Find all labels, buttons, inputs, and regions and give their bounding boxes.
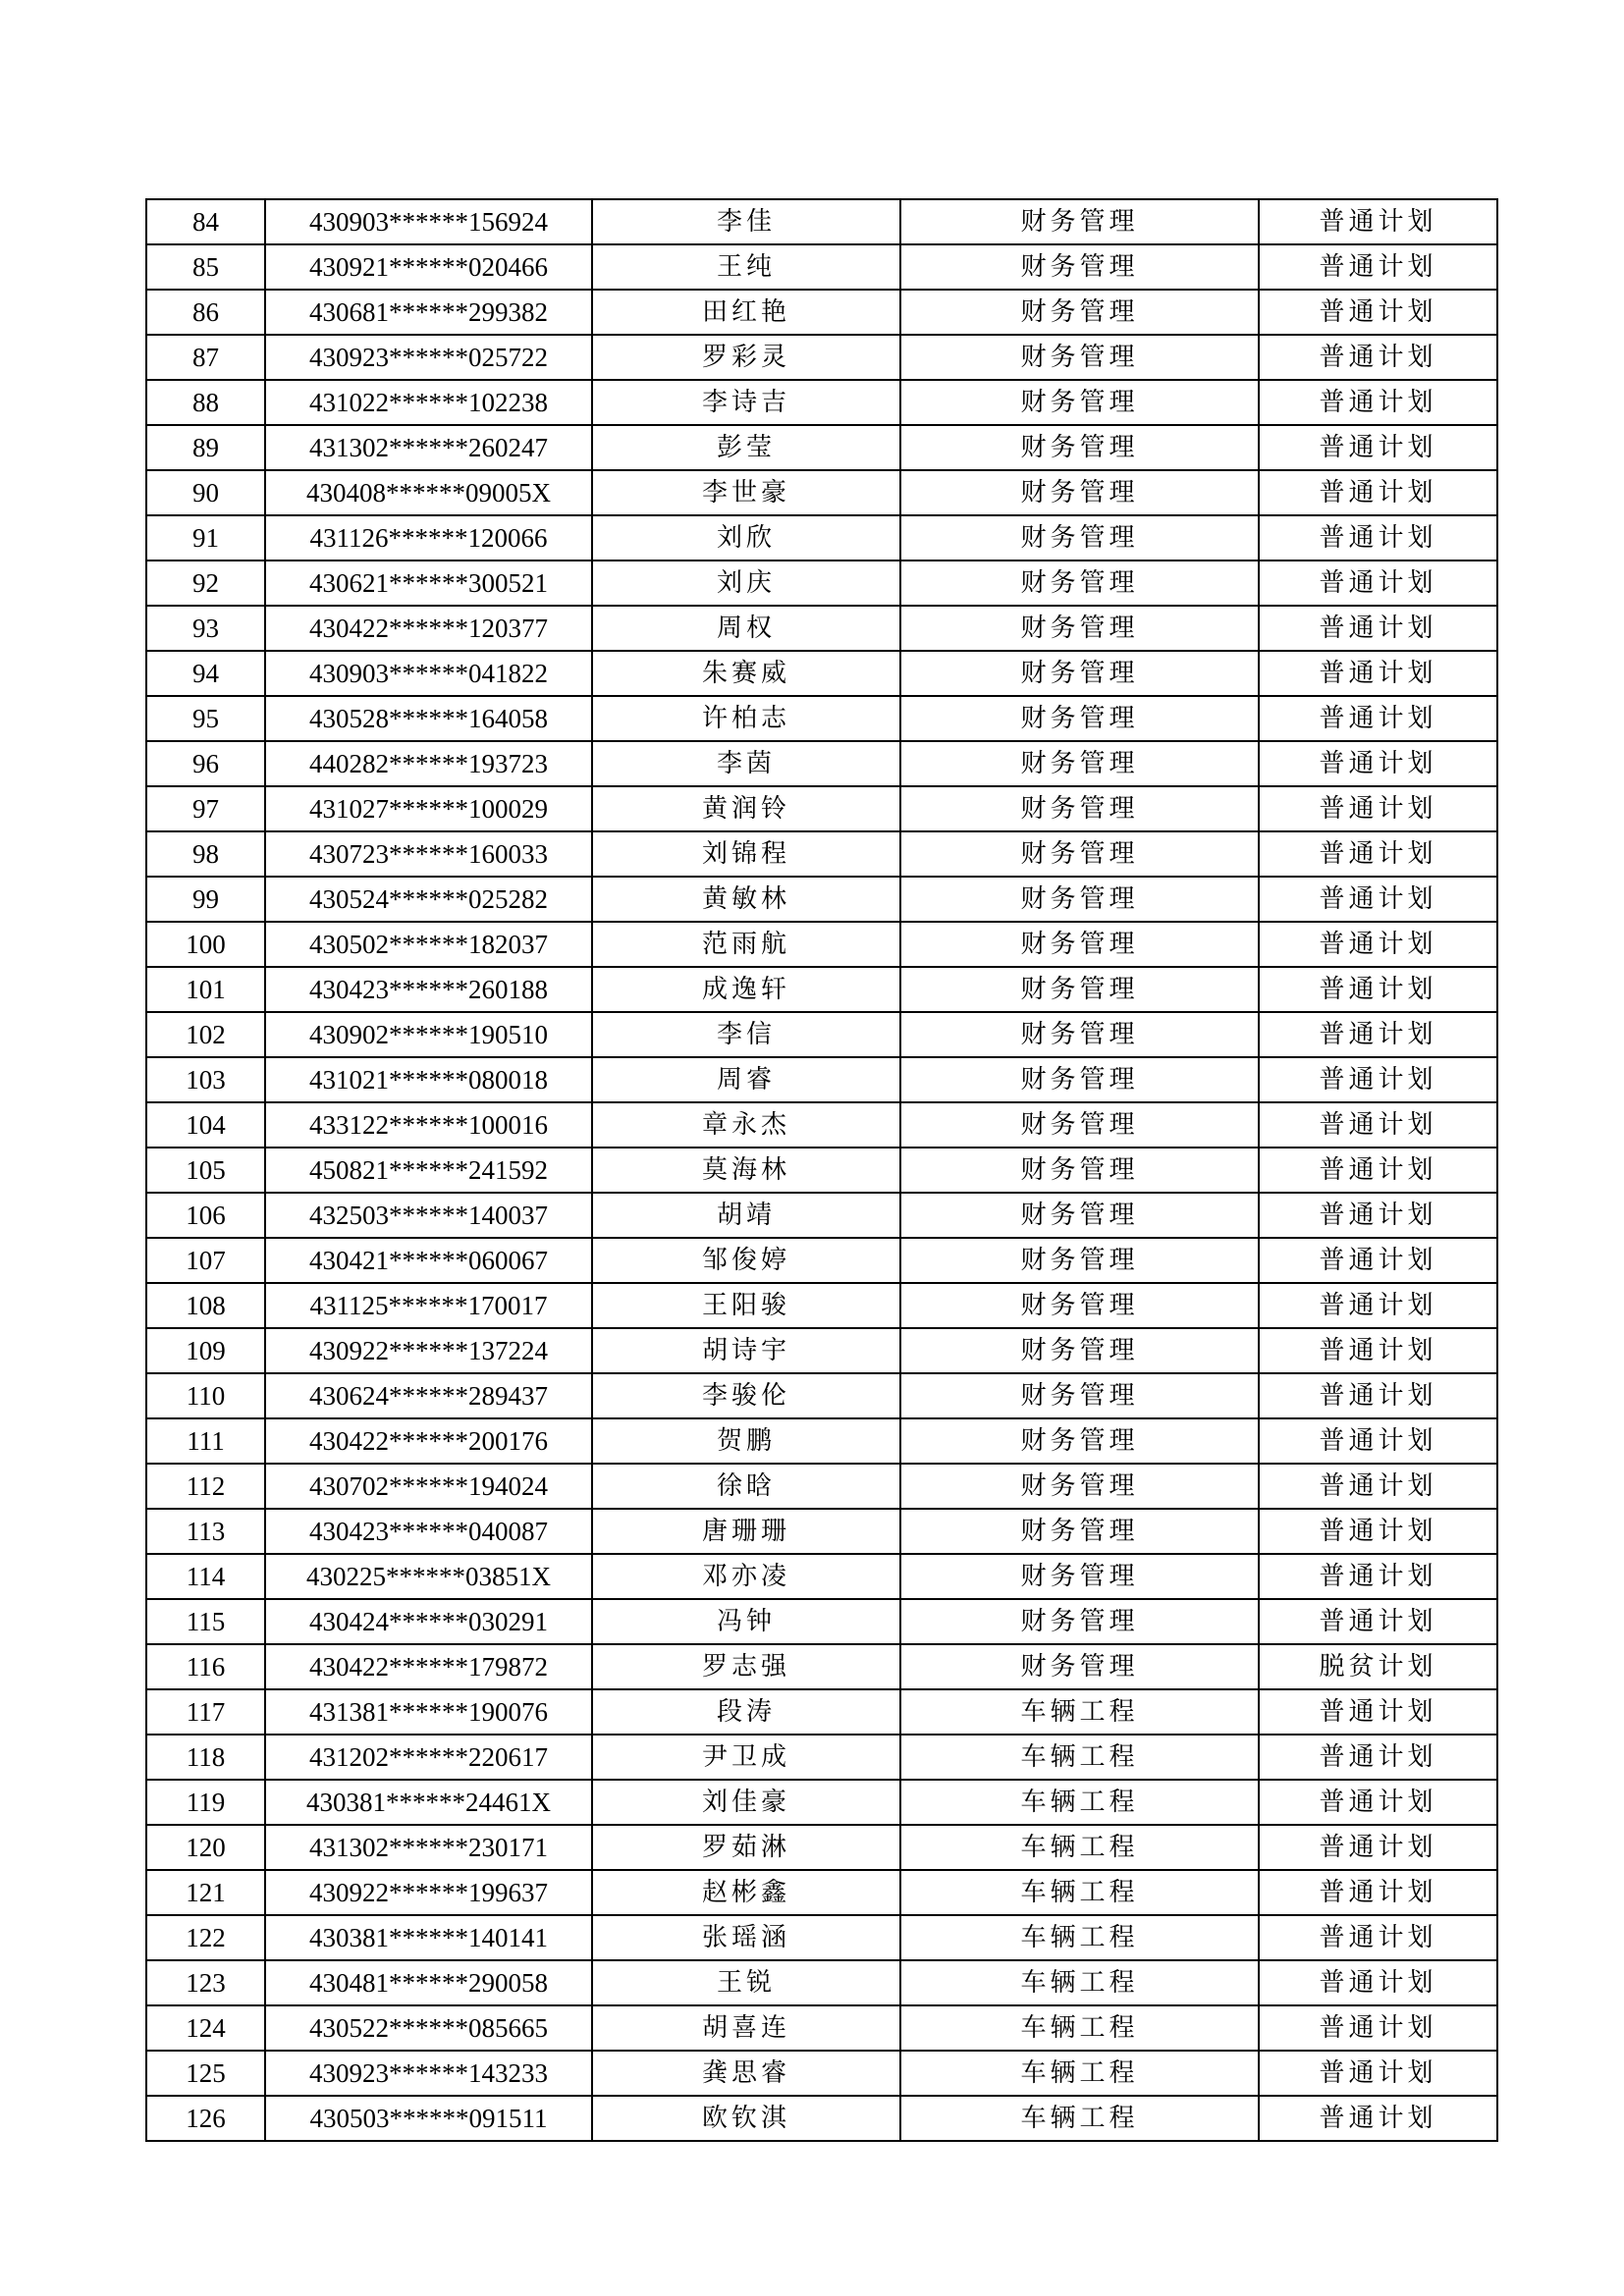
cell-student-name: 罗志强	[592, 1644, 900, 1689]
cell-major: 财务管理	[900, 1418, 1259, 1464]
table-row	[146, 1373, 1497, 1418]
cell-id-number: 430922******199637	[265, 1870, 592, 1915]
table-row	[146, 380, 1497, 425]
cell-student-name: 冯钟	[592, 1599, 900, 1644]
cell-id-number: 430923******025722	[265, 335, 592, 380]
cell-major: 财务管理	[900, 741, 1259, 786]
cell-student-name: 邹俊婷	[592, 1238, 900, 1283]
cell-major: 财务管理	[900, 1554, 1259, 1599]
cell-serial-number: 90	[146, 470, 265, 515]
cell-plan-type: 普通计划	[1259, 1735, 1497, 1780]
cell-student-name: 罗彩灵	[592, 335, 900, 380]
table-row	[146, 1418, 1497, 1464]
cell-plan-type: 普通计划	[1259, 1373, 1497, 1418]
cell-plan-type: 普通计划	[1259, 2096, 1497, 2141]
table-row	[146, 470, 1497, 515]
cell-student-name: 刘锦程	[592, 831, 900, 877]
cell-student-name: 刘庆	[592, 561, 900, 606]
cell-student-name: 赵彬鑫	[592, 1870, 900, 1915]
cell-serial-number: 126	[146, 2096, 265, 2141]
cell-serial-number: 101	[146, 967, 265, 1012]
cell-serial-number: 89	[146, 425, 265, 470]
table-row	[146, 2005, 1497, 2051]
cell-plan-type: 普通计划	[1259, 1689, 1497, 1735]
cell-major: 车辆工程	[900, 2096, 1259, 2141]
cell-serial-number: 95	[146, 696, 265, 741]
table-row	[146, 1509, 1497, 1554]
cell-major: 财务管理	[900, 470, 1259, 515]
cell-major: 车辆工程	[900, 1960, 1259, 2005]
cell-major: 财务管理	[900, 967, 1259, 1012]
cell-plan-type: 普通计划	[1259, 1825, 1497, 1870]
table-row	[146, 2051, 1497, 2096]
cell-id-number: 430503******091511	[265, 2096, 592, 2141]
cell-major: 财务管理	[900, 561, 1259, 606]
cell-id-number: 431022******102238	[265, 380, 592, 425]
table-row	[146, 1870, 1497, 1915]
cell-student-name: 王锐	[592, 1960, 900, 2005]
cell-major: 财务管理	[900, 290, 1259, 335]
cell-id-number: 431125******170017	[265, 1283, 592, 1328]
cell-serial-number: 112	[146, 1464, 265, 1509]
cell-major: 财务管理	[900, 831, 1259, 877]
cell-major: 财务管理	[900, 1193, 1259, 1238]
cell-id-number: 430681******299382	[265, 290, 592, 335]
cell-major: 车辆工程	[900, 2005, 1259, 2051]
cell-major: 财务管理	[900, 651, 1259, 696]
cell-plan-type: 普通计划	[1259, 470, 1497, 515]
cell-plan-type: 普通计划	[1259, 786, 1497, 831]
cell-serial-number: 84	[146, 199, 265, 244]
cell-id-number: 430922******137224	[265, 1328, 592, 1373]
cell-student-name: 彭莹	[592, 425, 900, 470]
table-row	[146, 877, 1497, 922]
cell-id-number: 430423******260188	[265, 967, 592, 1012]
cell-major: 财务管理	[900, 244, 1259, 290]
cell-plan-type: 普通计划	[1259, 1283, 1497, 1328]
cell-student-name: 成逸轩	[592, 967, 900, 1012]
cell-plan-type: 普通计划	[1259, 380, 1497, 425]
cell-serial-number: 88	[146, 380, 265, 425]
table-row	[146, 1283, 1497, 1328]
cell-major: 财务管理	[900, 199, 1259, 244]
table-row	[146, 1915, 1497, 1960]
cell-plan-type: 普通计划	[1259, 199, 1497, 244]
cell-id-number: 430621******300521	[265, 561, 592, 606]
cell-id-number: 430702******194024	[265, 1464, 592, 1509]
cell-serial-number: 104	[146, 1102, 265, 1148]
table-row	[146, 606, 1497, 651]
cell-id-number: 430381******140141	[265, 1915, 592, 1960]
cell-plan-type: 普通计划	[1259, 1193, 1497, 1238]
table-row	[146, 1599, 1497, 1644]
cell-id-number: 430481******290058	[265, 1960, 592, 2005]
cell-student-name: 胡喜连	[592, 2005, 900, 2051]
cell-plan-type: 普通计划	[1259, 1328, 1497, 1373]
table-row	[146, 1238, 1497, 1283]
cell-plan-type: 普通计划	[1259, 922, 1497, 967]
cell-plan-type: 普通计划	[1259, 335, 1497, 380]
table-row	[146, 515, 1497, 561]
cell-plan-type: 普通计划	[1259, 1599, 1497, 1644]
cell-serial-number: 121	[146, 1870, 265, 1915]
cell-major: 财务管理	[900, 1509, 1259, 1554]
cell-plan-type: 普通计划	[1259, 2051, 1497, 2096]
cell-serial-number: 118	[146, 1735, 265, 1780]
cell-student-name: 李信	[592, 1012, 900, 1057]
cell-id-number: 431202******220617	[265, 1735, 592, 1780]
table-row	[146, 335, 1497, 380]
table-row	[146, 1689, 1497, 1735]
cell-plan-type: 普通计划	[1259, 515, 1497, 561]
cell-serial-number: 117	[146, 1689, 265, 1735]
cell-student-name: 李骏伦	[592, 1373, 900, 1418]
cell-major: 财务管理	[900, 1012, 1259, 1057]
cell-id-number: 430723******160033	[265, 831, 592, 877]
table-row	[146, 2096, 1497, 2141]
cell-major: 车辆工程	[900, 1735, 1259, 1780]
cell-serial-number: 93	[146, 606, 265, 651]
cell-student-name: 周权	[592, 606, 900, 651]
cell-serial-number: 119	[146, 1780, 265, 1825]
cell-serial-number: 87	[146, 335, 265, 380]
cell-plan-type: 普通计划	[1259, 1102, 1497, 1148]
cell-plan-type: 普通计划	[1259, 1148, 1497, 1193]
cell-serial-number: 115	[146, 1599, 265, 1644]
cell-serial-number: 85	[146, 244, 265, 290]
cell-plan-type: 普通计划	[1259, 1057, 1497, 1102]
cell-id-number: 430422******179872	[265, 1644, 592, 1689]
table-row	[146, 1554, 1497, 1599]
cell-id-number: 431126******120066	[265, 515, 592, 561]
cell-serial-number: 98	[146, 831, 265, 877]
cell-major: 车辆工程	[900, 1870, 1259, 1915]
cell-major: 财务管理	[900, 1373, 1259, 1418]
cell-major: 财务管理	[900, 515, 1259, 561]
cell-student-name: 贺鹏	[592, 1418, 900, 1464]
cell-serial-number: 107	[146, 1238, 265, 1283]
cell-id-number: 430423******040087	[265, 1509, 592, 1554]
cell-student-name: 莫海林	[592, 1148, 900, 1193]
cell-major: 财务管理	[900, 922, 1259, 967]
cell-id-number: 430422******200176	[265, 1418, 592, 1464]
cell-student-name: 胡诗宇	[592, 1328, 900, 1373]
cell-serial-number: 92	[146, 561, 265, 606]
cell-plan-type: 普通计划	[1259, 1960, 1497, 2005]
cell-major: 车辆工程	[900, 1780, 1259, 1825]
cell-id-number: 430421******060067	[265, 1238, 592, 1283]
cell-student-name: 章永杰	[592, 1102, 900, 1148]
cell-serial-number: 97	[146, 786, 265, 831]
cell-plan-type: 普通计划	[1259, 1509, 1497, 1554]
cell-student-name: 段涛	[592, 1689, 900, 1735]
cell-serial-number: 108	[146, 1283, 265, 1328]
cell-serial-number: 99	[146, 877, 265, 922]
table-row	[146, 1328, 1497, 1373]
cell-major: 财务管理	[900, 877, 1259, 922]
cell-id-number: 431302******260247	[265, 425, 592, 470]
cell-id-number: 430408******09005X	[265, 470, 592, 515]
cell-plan-type: 普通计划	[1259, 606, 1497, 651]
cell-plan-type: 普通计划	[1259, 1464, 1497, 1509]
table-row	[146, 831, 1497, 877]
cell-id-number: 432503******140037	[265, 1193, 592, 1238]
cell-major: 财务管理	[900, 1238, 1259, 1283]
cell-student-name: 许柏志	[592, 696, 900, 741]
cell-serial-number: 106	[146, 1193, 265, 1238]
cell-serial-number: 124	[146, 2005, 265, 2051]
cell-plan-type: 普通计划	[1259, 651, 1497, 696]
table-row	[146, 1780, 1497, 1825]
cell-plan-type: 普通计划	[1259, 1780, 1497, 1825]
cell-plan-type: 脱贫计划	[1259, 1644, 1497, 1689]
roster-table-container	[145, 198, 1496, 2142]
cell-serial-number: 120	[146, 1825, 265, 1870]
cell-student-name: 黄敏林	[592, 877, 900, 922]
cell-id-number: 430624******289437	[265, 1373, 592, 1418]
cell-plan-type: 普通计划	[1259, 1238, 1497, 1283]
cell-plan-type: 普通计划	[1259, 877, 1497, 922]
cell-major: 财务管理	[900, 1328, 1259, 1373]
cell-serial-number: 114	[146, 1554, 265, 1599]
table-row	[146, 1012, 1497, 1057]
cell-id-number: 431027******100029	[265, 786, 592, 831]
table-row	[146, 967, 1497, 1012]
cell-serial-number: 125	[146, 2051, 265, 2096]
table-row	[146, 290, 1497, 335]
cell-major: 财务管理	[900, 1283, 1259, 1328]
cell-serial-number: 91	[146, 515, 265, 561]
cell-major: 车辆工程	[900, 1689, 1259, 1735]
cell-id-number: 430923******143233	[265, 2051, 592, 2096]
cell-major: 车辆工程	[900, 2051, 1259, 2096]
cell-id-number: 430422******120377	[265, 606, 592, 651]
cell-student-name: 李佳	[592, 199, 900, 244]
cell-serial-number: 100	[146, 922, 265, 967]
cell-serial-number: 122	[146, 1915, 265, 1960]
cell-id-number: 450821******241592	[265, 1148, 592, 1193]
table-row	[146, 786, 1497, 831]
cell-plan-type: 普通计划	[1259, 2005, 1497, 2051]
cell-plan-type: 普通计划	[1259, 831, 1497, 877]
cell-student-name: 邓亦凌	[592, 1554, 900, 1599]
cell-major: 财务管理	[900, 380, 1259, 425]
cell-serial-number: 94	[146, 651, 265, 696]
cell-serial-number: 110	[146, 1373, 265, 1418]
cell-serial-number: 103	[146, 1057, 265, 1102]
cell-student-name: 田红艳	[592, 290, 900, 335]
cell-student-name: 胡靖	[592, 1193, 900, 1238]
cell-id-number: 433122******100016	[265, 1102, 592, 1148]
cell-student-name: 徐晗	[592, 1464, 900, 1509]
table-row	[146, 1148, 1497, 1193]
cell-major: 车辆工程	[900, 1915, 1259, 1960]
cell-serial-number: 105	[146, 1148, 265, 1193]
cell-id-number: 430903******041822	[265, 651, 592, 696]
cell-student-name: 尹卫成	[592, 1735, 900, 1780]
cell-id-number: 430528******164058	[265, 696, 592, 741]
cell-student-name: 李茵	[592, 741, 900, 786]
cell-major: 财务管理	[900, 606, 1259, 651]
table-row	[146, 696, 1497, 741]
cell-plan-type: 普通计划	[1259, 1554, 1497, 1599]
roster-table	[145, 198, 1498, 2142]
table-row	[146, 1102, 1497, 1148]
cell-major: 财务管理	[900, 1102, 1259, 1148]
table-row	[146, 1644, 1497, 1689]
cell-student-name: 刘佳豪	[592, 1780, 900, 1825]
cell-plan-type: 普通计划	[1259, 967, 1497, 1012]
cell-major: 财务管理	[900, 696, 1259, 741]
table-row	[146, 425, 1497, 470]
table-row	[146, 922, 1497, 967]
cell-serial-number: 96	[146, 741, 265, 786]
cell-plan-type: 普通计划	[1259, 741, 1497, 786]
table-row	[146, 1825, 1497, 1870]
cell-serial-number: 113	[146, 1509, 265, 1554]
table-row	[146, 1464, 1497, 1509]
cell-plan-type: 普通计划	[1259, 244, 1497, 290]
cell-id-number: 430921******020466	[265, 244, 592, 290]
cell-plan-type: 普通计划	[1259, 1870, 1497, 1915]
cell-serial-number: 123	[146, 1960, 265, 2005]
cell-plan-type: 普通计划	[1259, 1418, 1497, 1464]
cell-serial-number: 86	[146, 290, 265, 335]
cell-major: 财务管理	[900, 1464, 1259, 1509]
cell-serial-number: 109	[146, 1328, 265, 1373]
cell-student-name: 张瑶涵	[592, 1915, 900, 1960]
cell-id-number: 430225******03851X	[265, 1554, 592, 1599]
cell-plan-type: 普通计划	[1259, 425, 1497, 470]
table-row	[146, 1960, 1497, 2005]
cell-major: 车辆工程	[900, 1825, 1259, 1870]
cell-id-number: 431381******190076	[265, 1689, 592, 1735]
cell-major: 财务管理	[900, 1057, 1259, 1102]
cell-student-name: 刘欣	[592, 515, 900, 561]
cell-major: 财务管理	[900, 335, 1259, 380]
cell-id-number: 430502******182037	[265, 922, 592, 967]
cell-student-name: 范雨航	[592, 922, 900, 967]
cell-student-name: 罗茹淋	[592, 1825, 900, 1870]
cell-id-number: 431021******080018	[265, 1057, 592, 1102]
cell-id-number: 430522******085665	[265, 2005, 592, 2051]
roster-table-body	[146, 199, 1497, 2141]
cell-plan-type: 普通计划	[1259, 696, 1497, 741]
cell-student-name: 李世豪	[592, 470, 900, 515]
cell-student-name: 欧钦淇	[592, 2096, 900, 2141]
cell-major: 财务管理	[900, 786, 1259, 831]
cell-id-number: 430381******24461X	[265, 1780, 592, 1825]
cell-student-name: 朱赛威	[592, 651, 900, 696]
cell-id-number: 430902******190510	[265, 1012, 592, 1057]
cell-id-number: 430524******025282	[265, 877, 592, 922]
cell-student-name: 周睿	[592, 1057, 900, 1102]
table-row	[146, 199, 1497, 244]
table-row	[146, 561, 1497, 606]
table-row	[146, 1057, 1497, 1102]
cell-plan-type: 普通计划	[1259, 561, 1497, 606]
cell-student-name: 王纯	[592, 244, 900, 290]
cell-plan-type: 普通计划	[1259, 1012, 1497, 1057]
cell-student-name: 黄润铃	[592, 786, 900, 831]
cell-serial-number: 102	[146, 1012, 265, 1057]
cell-id-number: 430424******030291	[265, 1599, 592, 1644]
cell-major: 财务管理	[900, 1148, 1259, 1193]
cell-student-name: 唐珊珊	[592, 1509, 900, 1554]
cell-major: 财务管理	[900, 1644, 1259, 1689]
cell-serial-number: 116	[146, 1644, 265, 1689]
cell-major: 财务管理	[900, 425, 1259, 470]
table-row	[146, 1193, 1497, 1238]
table-row	[146, 741, 1497, 786]
cell-plan-type: 普通计划	[1259, 290, 1497, 335]
cell-id-number: 430903******156924	[265, 199, 592, 244]
cell-id-number: 440282******193723	[265, 741, 592, 786]
cell-student-name: 龚思睿	[592, 2051, 900, 2096]
cell-student-name: 李诗吉	[592, 380, 900, 425]
cell-plan-type: 普通计划	[1259, 1915, 1497, 1960]
cell-serial-number: 111	[146, 1418, 265, 1464]
cell-id-number: 431302******230171	[265, 1825, 592, 1870]
table-row	[146, 244, 1497, 290]
table-row	[146, 1735, 1497, 1780]
cell-student-name: 王阳骏	[592, 1283, 900, 1328]
table-row	[146, 651, 1497, 696]
cell-major: 财务管理	[900, 1599, 1259, 1644]
